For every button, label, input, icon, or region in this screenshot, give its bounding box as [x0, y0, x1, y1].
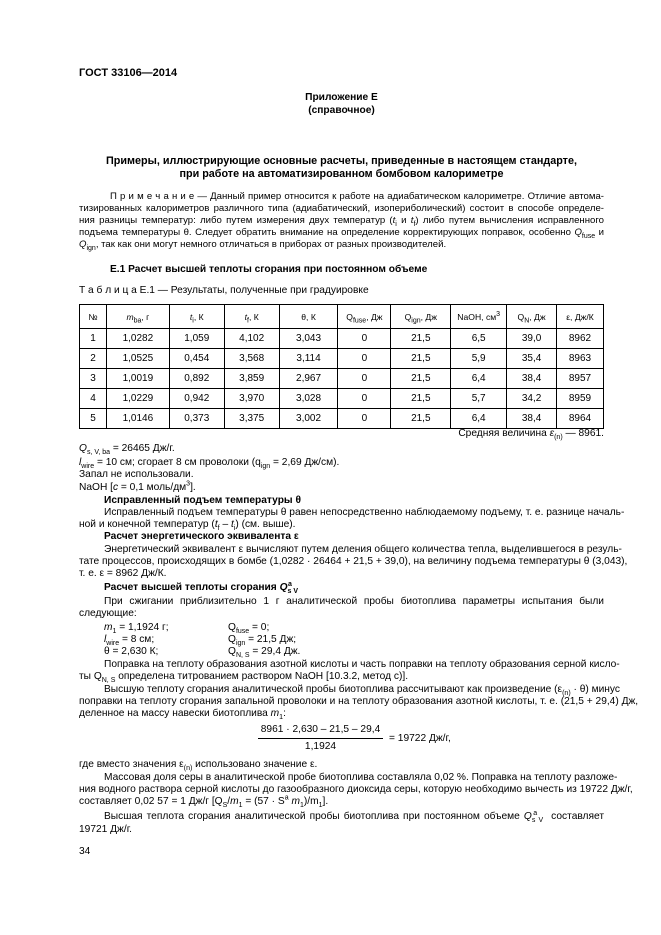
table-cell: 21,5 — [391, 389, 451, 409]
table-cell: 5 — [80, 409, 107, 429]
calc-line1: Высшую теплоту сгорания аналитической пробы биотоплива рассчитывают как произведение $(\varepsilon_{(n)} \cdot \theta)$ минус — [104, 684, 620, 698]
table-cell: 3 — [80, 369, 107, 389]
table-cell: 1,0282 — [106, 329, 169, 349]
table-cell: 5,9 — [451, 349, 507, 369]
table-cell: 21,5 — [391, 409, 451, 429]
table-cell: 4,102 — [224, 329, 279, 349]
page-number: 34 — [79, 846, 91, 857]
param-qign: $Q_{ign} = 21,5$ Дж; — [228, 634, 297, 648]
param-fuse: Запал не использовали. — [79, 469, 194, 480]
average-value: Средняя величина $\varepsilon_{(n)}$ — 8961. — [458, 428, 604, 442]
section-e1-title: Е.1 Расчет высшей теплоты сгорания при постоянном объеме — [110, 264, 428, 275]
note-line3: ния разницы температур: либо путем измерения двух температур ($t_i$ и $t_f$) либо путем вычисления исправленного — [79, 215, 604, 228]
param-lwire2: $l_{wire} = 8$ см; — [104, 634, 155, 648]
table-cell: 0 — [338, 349, 391, 369]
formula-result: = 19722 Дж/г, — [389, 733, 451, 744]
table-cell: 1,0525 — [106, 349, 169, 369]
header-naoh: NaOH, $см^3$ — [451, 305, 507, 329]
table-cell: 3,970 — [224, 389, 279, 409]
table-cell: 2 — [80, 349, 107, 369]
sulfur-line1: Массовая доля серы в аналитической пробе биотоплива составляла 0,02 %. Поправка на теплоту разложе- — [104, 772, 618, 783]
param-naoh: NaOH [c = 0,1 моль/$дм^3$]. — [79, 480, 196, 493]
table-cell: 3,375 — [224, 409, 279, 429]
table-cell: 1,0146 — [106, 409, 169, 429]
param-qns: $Q_{N, S} = 29,4$ Дж. — [228, 646, 301, 660]
header-qfuse: $Q_{fuse}$, Дж — [338, 305, 391, 329]
corrected-rise-line1: Исправленный подъем температуры θ равен непосредственно наблюдаемому подъему, т. е. разнице началь- — [104, 507, 625, 518]
table-cell: 6,4 — [451, 409, 507, 429]
energy-eq-title: Расчет энергетического эквивалента ε — [104, 531, 299, 542]
table-cell: 0 — [338, 369, 391, 389]
table-cell: 3,114 — [279, 349, 338, 369]
gross-heat-line1: При сжигании приблизительно 1 г аналитической пробы биотоплива параметры испытания были — [104, 596, 604, 607]
table-cell: 3,568 — [224, 349, 279, 369]
header-qign: $Q_{ign}$, Дж — [391, 305, 451, 329]
table-row — [80, 369, 604, 389]
table-cell: 3,859 — [224, 369, 279, 389]
calc-line2: поправки на теплоту сгорания запальной проволоки и на теплоту образования азотной кислоты, т. е. (21,5 + 29,4) Дж, — [79, 696, 639, 707]
formula-denominator: 1,1924 — [304, 741, 337, 752]
document-id: ГОСТ 33106—2014 — [79, 67, 178, 79]
table-cell: 0 — [338, 329, 391, 349]
table-cell: 6,4 — [451, 369, 507, 389]
table-cell: 0,373 — [169, 409, 224, 429]
table-cell: 5,7 — [451, 389, 507, 409]
results-table — [79, 304, 604, 429]
table-cell: 0,454 — [169, 349, 224, 369]
table-cell: 8962 — [557, 329, 604, 349]
table-cell: 0 — [338, 409, 391, 429]
header-number: № — [80, 305, 107, 329]
calc-line3: деленное на массу навески биотоплива $m_1$: — [79, 708, 286, 722]
energy-eq-line1: Энергетический эквивалент ε вычисляют путем деления общего количества тепла, выделившегося в резуль- — [104, 544, 622, 555]
header-epsilon: ε, Дж/К — [557, 305, 604, 329]
table-cell: 0,942 — [169, 389, 224, 409]
header-theta: θ, К — [279, 305, 338, 329]
table-cell: 6,5 — [451, 329, 507, 349]
table-caption: Т а б л и ц а Е.1 — Результаты, полученные при градуировке — [79, 285, 369, 296]
table-cell: 3,028 — [279, 389, 338, 409]
table-cell: 1 — [80, 329, 107, 349]
table-cell: 39,0 — [507, 329, 557, 349]
header-ti: $t_i$, К — [169, 305, 224, 329]
param-qs: $Q_{s, V, ba} = 26465$ Дж/г. — [79, 443, 175, 457]
table-cell: 1,0019 — [106, 369, 169, 389]
table-cell: 4 — [80, 389, 107, 409]
header-tf: $t_f$, К — [224, 305, 279, 329]
table-cell: 35,4 — [507, 349, 557, 369]
table-row — [80, 389, 604, 409]
table-cell: 2,967 — [279, 369, 338, 389]
table-row — [80, 349, 604, 369]
param-theta: θ = 2,630 К; — [104, 646, 159, 657]
energy-eq-line3: т. е. ε = 8962 Дж/К. — [79, 568, 167, 579]
table-cell: 38,4 — [507, 409, 557, 429]
main-title-line2: при работе на автоматизированном бомбовом калориметре — [179, 168, 504, 180]
correction-line2: ты $Q_{N, S}$ определена титрованием раствором NaOH [10.3.2, метод с)]. — [79, 671, 409, 685]
table-cell: 8963 — [557, 349, 604, 369]
table-row — [80, 409, 604, 429]
appendix-title: Приложение Е — [305, 92, 378, 103]
param-m1: $m_1 = 1,1924$ г; — [104, 622, 169, 636]
param-qfuse: $Q_{fuse} = 0$; — [228, 622, 270, 636]
note-line4: подъема температуры θ. Следует обратить внимание на определение корректирующих поправок, особенно $Q_{fuse}$ и — [79, 227, 604, 240]
param-lwire: $l_{wire} = 10$ см; сгорает 8 см проволоки ($q_{ign} = 2,69$ Дж/см). — [79, 457, 340, 471]
gross-heat-line2: следующие: — [79, 608, 137, 619]
table-cell: 38,4 — [507, 369, 557, 389]
table-cell: 1,059 — [169, 329, 224, 349]
table-row — [80, 329, 604, 349]
table-cell: 0 — [338, 389, 391, 409]
table-cell: 0,892 — [169, 369, 224, 389]
final-line2: 19721 Дж/г. — [79, 824, 133, 835]
correction-line1: Поправка на теплоту образования азотной кислоты и часть поправки на теплоту образования серной кисло- — [104, 659, 620, 670]
table-cell: 1,0229 — [106, 389, 169, 409]
header-mass: $m_{ba}$, г — [106, 305, 169, 329]
table-header-row — [80, 305, 604, 329]
energy-eq-line2: тате процессов, происходящих в бомбе (1,0282 · 26464 + 21,5 + 39,0), на величину подъема температуры θ (3,043), — [79, 556, 628, 567]
final-line1: Высшая теплота сгорания аналитической пробы биотоплива при постоянном объеме $Q_{s V}^a$ составляет — [104, 809, 605, 825]
table-cell: 34,2 — [507, 389, 557, 409]
corrected-rise-line2: ной и конечной температур $(t_f - t_i)$ (см. выше). — [79, 519, 296, 533]
table-cell: 21,5 — [391, 349, 451, 369]
table-cell: 21,5 — [391, 369, 451, 389]
main-title-line1: Примеры, иллюстрирующие основные расчеты, приведенные в настоящем стандарте, — [106, 155, 577, 167]
formula-fraction-line — [258, 738, 383, 739]
gross-heat-title: Расчет высшей теплоты сгорания $Q_{s V}^a$ — [104, 580, 299, 596]
table-cell: 8959 — [557, 389, 604, 409]
table-cell: 8964 — [557, 409, 604, 429]
table-cell: 3,002 — [279, 409, 338, 429]
note-line1: П р и м е ч а н и е — Данный пример относится к работе на адиабатическом калориметре. Отличие автома- — [110, 191, 604, 202]
sulfur-line2: ния водного раствора серной кислоты до газообразного диоксида серы, которую необходимо вычесть из 19722 Дж/г, — [79, 784, 633, 795]
sulfur-line3: составляет 0,02 57 = 1 Дж/г [$Q_S/m_1 = (57 \cdot S^a$ $m_1)/m_1$]. — [79, 794, 329, 810]
formula-numerator: 8961 · 2,630 – 21,5 – 29,4 — [260, 724, 381, 735]
table-cell: 8957 — [557, 369, 604, 389]
appendix-subtitle: (справочное) — [308, 105, 375, 116]
corrected-rise-title: Исправленный подъем температуры θ — [104, 495, 301, 506]
where-line: где вместо значения $\varepsilon_{(n)}$ использовано значение ε. — [79, 759, 318, 773]
table-cell: 21,5 — [391, 329, 451, 349]
header-qn: $Q_N$, Дж — [507, 305, 557, 329]
note-line2: тизированных калориметров различного типа (адиабатический, изопериболический) состоит в способе определе- — [79, 203, 604, 214]
table-cell: 3,043 — [279, 329, 338, 349]
note-line5: $Q_{ign}$, так как они могут немного отличаться в приборах от разных производителей. — [79, 239, 447, 252]
